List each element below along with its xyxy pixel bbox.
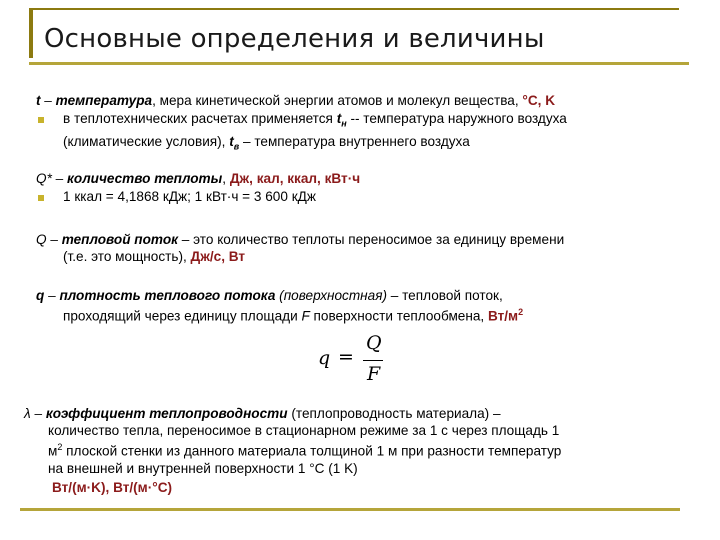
heat-bullet bbox=[36, 188, 696, 205]
page-title: Основные определения и величины bbox=[44, 24, 545, 54]
density-paren: (поверхностная) bbox=[275, 288, 387, 303]
density-units-sup: 2 bbox=[518, 307, 524, 317]
formula-equals: = bbox=[338, 346, 354, 368]
formula-numerator: Q bbox=[366, 332, 382, 354]
density-term: плотность теплового потока bbox=[59, 288, 276, 303]
conductivity-definition bbox=[24, 405, 708, 496]
bottom-rule bbox=[20, 508, 680, 511]
conductivity-units: Вт/(м·K), Вт/(м·°C) bbox=[52, 479, 173, 495]
density-definition bbox=[36, 287, 706, 325]
temperature-bullet-text-a: в теплотехнических расчетах применяется bbox=[63, 111, 337, 126]
flow-desc-1: – это количество теплоты переносимое за единицу времени bbox=[178, 232, 565, 247]
density-desc-1: – тепловой поток, bbox=[387, 288, 503, 303]
heat-units: Дж, кал, ккал, кВт·ч bbox=[229, 171, 361, 186]
conductivity-line-3-sup: 2 bbox=[57, 442, 63, 452]
density-desc-3: поверхности теплообмена, bbox=[309, 308, 488, 324]
formula-lhs: q bbox=[318, 347, 331, 369]
conductivity-dash: – bbox=[30, 406, 46, 421]
conductivity-line-4: на внешней и внутренней поверхности 1 °C (1 K) bbox=[48, 460, 358, 476]
flux-density-formula bbox=[318, 332, 398, 388]
area-symbol: F bbox=[301, 308, 310, 324]
title-frame-left-bar bbox=[29, 8, 33, 58]
conductivity-line-3b: плоской стенки из данного материала толщиной 1 м при разности температур bbox=[62, 443, 562, 459]
flow-dash: – bbox=[46, 232, 62, 247]
heat-definition bbox=[36, 170, 696, 187]
flow-symbol: Q bbox=[36, 232, 47, 247]
conductivity-term: коэффициент теплопроводности bbox=[45, 406, 288, 421]
temperature-line bbox=[36, 92, 696, 109]
t-v-subscript: в bbox=[233, 141, 240, 152]
flow-desc-2: (т.е. это мощность), bbox=[63, 249, 191, 264]
title-frame-top-bar bbox=[29, 8, 679, 10]
temperature-units: °C, K bbox=[522, 93, 556, 108]
t-n-symbol: t bbox=[336, 111, 342, 126]
temperature-definition bbox=[36, 92, 696, 109]
temperature-bullet bbox=[36, 110, 706, 155]
temperature-bullet-text-c: (климатические условия), bbox=[63, 133, 230, 149]
density-symbol: q bbox=[36, 288, 45, 303]
heat-comma: , bbox=[222, 171, 230, 186]
heat-bullet-text: 1 ккал = 4,1868 кДж; 1 кВт·ч = 3 600 кДж bbox=[63, 189, 316, 204]
density-units: Вт/м bbox=[487, 308, 519, 324]
density-desc-2: проходящий через единицу площади bbox=[63, 308, 302, 324]
temperature-symbol: t bbox=[36, 93, 41, 108]
flow-units: Дж/с, Вт bbox=[190, 249, 246, 264]
heat-term: количество теплоты bbox=[67, 171, 223, 186]
temperature-desc: , мера кинетической энергии атомов и молекул вещества, bbox=[152, 93, 523, 108]
conductivity-paren: (теплопроводность материала) – bbox=[287, 406, 501, 421]
temperature-dash: – bbox=[40, 93, 56, 108]
conductivity-line-3a: м bbox=[48, 443, 58, 459]
formula-fraction-bar bbox=[363, 360, 383, 361]
t-n-subscript: н bbox=[341, 118, 347, 129]
conductivity-symbol: λ bbox=[24, 406, 31, 421]
heat-symbol: Q* bbox=[36, 171, 52, 186]
temperature-bullet-text-b: -- температура наружного воздуха bbox=[346, 111, 567, 126]
density-dash: – bbox=[44, 288, 60, 303]
temperature-term: температура bbox=[55, 93, 153, 108]
heat-dash: – bbox=[51, 171, 67, 186]
formula-denominator: F bbox=[367, 363, 381, 385]
flow-term: тепловой поток bbox=[61, 232, 179, 247]
title-underline bbox=[29, 62, 689, 65]
flow-definition bbox=[36, 231, 706, 265]
conductivity-line-2: количество тепла, переносимое в стационарном режиме за 1 с через площадь 1 bbox=[48, 423, 560, 438]
t-v-symbol: t bbox=[229, 133, 234, 149]
temperature-bullet-text-d: – температура внутреннего воздуха bbox=[239, 133, 470, 149]
